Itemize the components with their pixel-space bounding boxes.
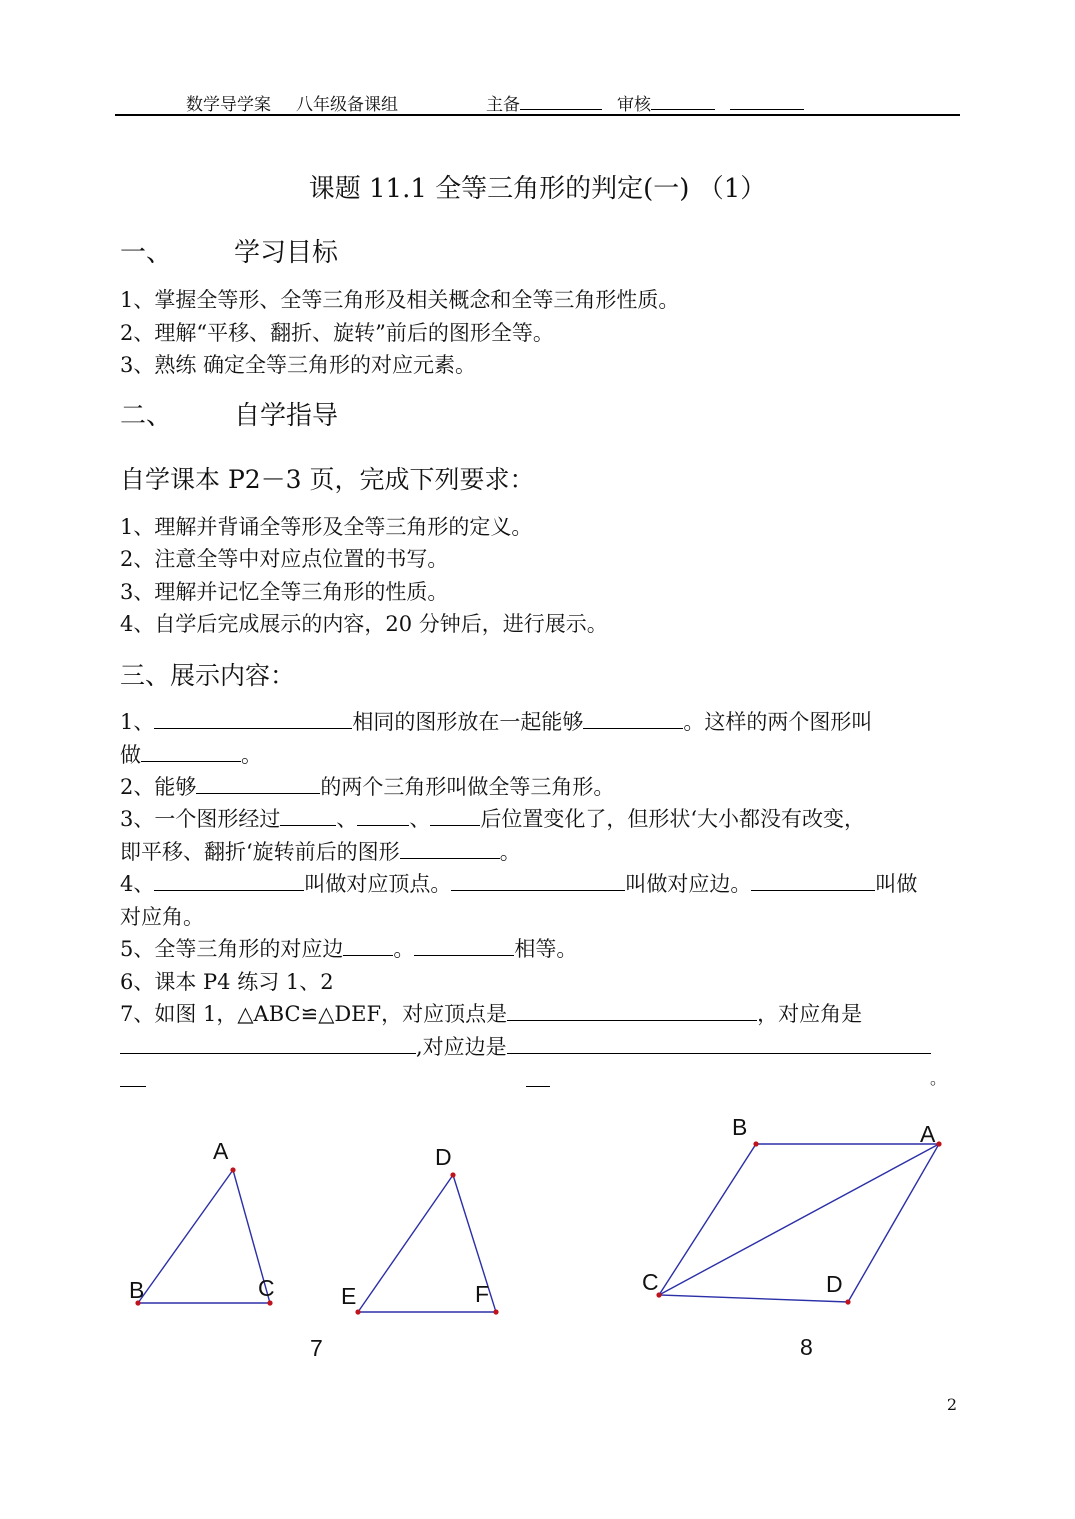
guide-item: 3、理解并记忆全等三角形的性质。 bbox=[120, 580, 449, 604]
header-group: 八年级备课组 bbox=[296, 95, 398, 115]
question-5: 5、全等三角形的对应边 。 相等。 bbox=[120, 933, 577, 963]
label-e: E bbox=[341, 1283, 357, 1309]
header-subject: 数学导学案 bbox=[186, 95, 271, 115]
point-f bbox=[493, 1309, 498, 1314]
point-e bbox=[355, 1309, 360, 1314]
label-b: B bbox=[129, 1277, 145, 1303]
question-2: 2、能够 的两个三角形叫做全等三角形。 bbox=[120, 771, 614, 801]
point-b2 bbox=[753, 1141, 758, 1146]
section3-heading: 三、展示内容： bbox=[120, 661, 296, 690]
label-c: C bbox=[258, 1275, 275, 1301]
goal-item: 2、理解“平移、翻折、旋转”前后的图形全等。 bbox=[120, 321, 554, 345]
question-4: 4、 叫做对应顶点。 叫做对应边。 叫做 bbox=[120, 868, 917, 898]
question-7: 7、如图 1，△ABC≌△DEF，对应顶点是 ，对应角是 bbox=[120, 998, 862, 1028]
caption-7: 7 bbox=[310, 1335, 323, 1361]
goal-item: 3、熟练 确定全等三角形的对应元素。 bbox=[120, 353, 477, 377]
question-3-cont: 即平移、翻折‘旋转前后的图形 。 bbox=[120, 836, 521, 866]
label-a2: A bbox=[920, 1121, 936, 1147]
question-1-cont: 做 。 bbox=[120, 739, 262, 769]
triangle-abc bbox=[138, 1170, 270, 1303]
question-7-cont: ,对应边是 bbox=[120, 1031, 931, 1061]
guide-item: 1、理解并背诵全等形及全等三角形的定义。 bbox=[120, 515, 533, 539]
header-zhubei: 主备 bbox=[486, 90, 602, 115]
guide-item: 2、注意全等中对应点位置的书写。 bbox=[120, 547, 449, 571]
header-shenhe: 审核 bbox=[617, 90, 804, 115]
label-f: F bbox=[475, 1281, 490, 1307]
point-c bbox=[267, 1300, 272, 1305]
point-d2 bbox=[845, 1299, 850, 1304]
caption-8: 8 bbox=[800, 1334, 813, 1360]
label-c2: C bbox=[642, 1269, 659, 1295]
point-a2 bbox=[936, 1141, 941, 1146]
label-a: A bbox=[213, 1138, 229, 1164]
section1-heading: 一、 学习目标 bbox=[120, 238, 339, 268]
question-1: 1、 相同的图形放在一起能够 。这样的两个图形叫 bbox=[120, 706, 960, 736]
section2-subheading: 自学课本 P2－3 页，完成下列要求： bbox=[120, 465, 535, 494]
guide-item: 4、自学后完成展示的内容，20 分钟后，进行展示。 bbox=[120, 612, 608, 636]
diagonal-ca bbox=[659, 1144, 939, 1295]
label-d2: D bbox=[826, 1271, 843, 1297]
page-title: 课题 11.1 全等三角形的判定(一) （1） bbox=[308, 174, 767, 204]
question-6: 6、课本 P4 练习 1、2 bbox=[120, 970, 334, 994]
page-number: 2 bbox=[946, 1395, 957, 1414]
question-7-end: 。 bbox=[930, 1069, 947, 1088]
point-d bbox=[450, 1172, 455, 1177]
question-3: 3、一个图形经过 、 、 后位置变化了，但形状‘大小都没有改变， bbox=[120, 803, 865, 833]
label-d: D bbox=[435, 1144, 452, 1170]
goal-item: 1、掌握全等形、全等三角形及相关概念和全等三角形性质。 bbox=[120, 288, 680, 312]
parallelogram-bacd bbox=[659, 1144, 939, 1302]
point-a bbox=[230, 1167, 235, 1172]
question-4-cont: 对应角。 bbox=[120, 905, 204, 929]
label-b2: B bbox=[732, 1114, 748, 1140]
section2-heading: 二、 自学指导 bbox=[120, 401, 339, 431]
